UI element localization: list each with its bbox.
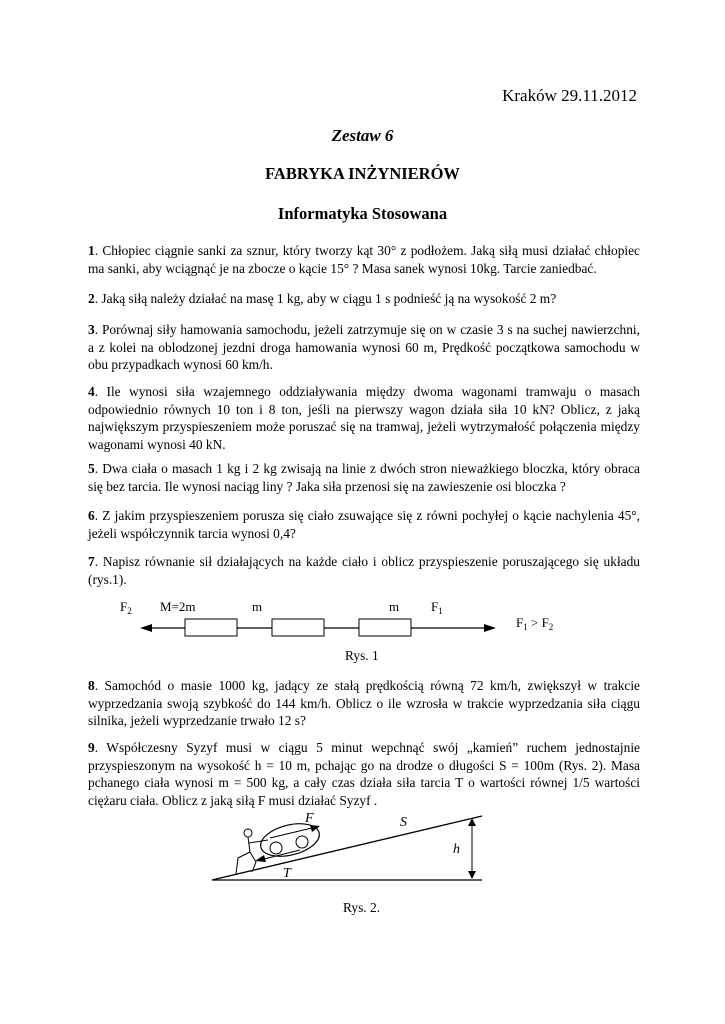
sisyphus-leg-back [236,852,250,874]
problem-number: 3 [88,322,95,337]
problem-number: 9 [88,740,95,755]
subtitle: Informatyka Stosowana [277,204,448,223]
boulder-wheel-1 [270,842,282,854]
problem-text: . Napisz równanie sił działających na każde ciało i oblicz przyspieszenie poruszającego się układu (rys.1). [88,554,640,587]
problem-text: . Jaką siłą należy działać na masę 1 kg, aby w ciągu 1 s podnieść ją na wysokość 2 m? [94,291,557,306]
problem-number: 6 [88,508,95,523]
sisyphus-body [248,837,250,852]
block-m-middle [272,619,324,636]
force-T-arrowhead-icon [255,855,266,862]
problem-number: 4 [88,384,95,399]
label-S: S [400,815,407,830]
sisyphus-leg-front [250,852,256,872]
f1-label: $F_1$ [431,599,443,616]
f2-label: $F_2$ [120,599,132,616]
set-title: Zestaw 6 [331,126,394,145]
label-F: F [305,811,314,826]
label-T: T [283,866,291,881]
problem-text: . Porównaj siły hamowania samochodu, jeżeli zatrzymuje się on w czasie 3 s na suchej nawierzchni, a z kolei na oblodzonej jezdni droga hamowania wynosi 60 m, Prędkość początkowa samochodu w obu przypadkach wynosi 60 km/h. [88,322,640,372]
arrow-right-icon [484,624,496,632]
height-arrow-down-icon [468,871,476,879]
problem-text: . Chłopiec ciągnie sanki za sznur, który tworzy kąt 30° z podłożem. Jaką siłą musi działać chłopiec ma sanki, aby wciągnąć je na zbocze o kącie 15° ? Masa sanek wynosi 10kg. Tarcie zaniedbać. [88,243,640,276]
block-M [185,619,237,636]
sisyphus-arm [249,840,268,843]
problem-number: 2 [88,291,95,306]
force-relation: $F_1 > F_2$ [516,615,554,632]
mass-M-label: M=2m [160,599,196,614]
problem-number: 1 [88,243,95,258]
sisyphus-head-icon [244,829,252,837]
problem-number: 7 [88,554,95,569]
problem-text: . Współczesny Syzyf musi w ciągu 5 minut wepchnąć swój „kamień” ruchem jednostajnie przyspieszonym na wysokość h = 10 m, pchając go na drodze o długości S = 100m (Rys. 2). Masa pchanego ciała wynosi m = 500 kg, a cały czas działa siła tarcia T o wartości równej 1/5 wartości ciężaru ciała. Oblicz z jaką siłą F musi działać Syzyf . [88,740,640,808]
problem-text: . Samochód o masie 1000 kg, jadący ze stałą prędkością równą 72 km/h, zwiększył w trakcie wyprzedzania swoją szybkość do 144 km/h. Oblicz o ile wzrosła w trakcie wyprzedzania siła ciągu silnika, jeżeli wyprzedzanie trwało 12 s? [88,678,640,728]
main-title: FABRYKA INŻYNIERÓW [265,164,460,183]
figure-1-caption: Rys. 1 [345,648,379,663]
problem-text: . Dwa ciała o masach 1 kg i 2 kg zwisają na linie z dwóch stron nieważkiego bloczka, który obraca się bez tarcia. Ile wynosi naciąg liny ? Jaka siła przenosi się na zawieszenie osi bloczka ? [88,461,640,494]
mass-m-label-1: m [252,599,263,614]
problem-text: . Ile wynosi siła wzajemnego oddziaływania między dwoma wagonami tramwaju o masach odpowiednio równych 10 ton i 8 ton, jeśli na pierwszy wagon działa siła 10 kN? Oblicz, z jaką największym przyspieszeniem może poruszać się na tramwaj, jeżeli wytrzymałość połączenia między wagonami wynosi 40 kN. [88,384,640,452]
block-m-right [359,619,411,636]
mass-m-label-2: m [389,599,400,614]
document-date: Kraków 29.11.2012 [502,86,637,105]
figure-2-caption: Rys. 2. [343,900,381,915]
problem-text: . Z jakim przyspieszeniem porusza się ciało zsuwające się z równi pochyłej o kącie nachylenia 45°, jeżeli współczynnik tarcia wynosi 0,4? [88,508,640,541]
arrow-left-icon [140,624,152,632]
problem-number: 8 [88,678,95,693]
problem-number: 5 [88,461,95,476]
boulder-wheel-2 [296,836,308,848]
label-h: h [453,842,460,857]
